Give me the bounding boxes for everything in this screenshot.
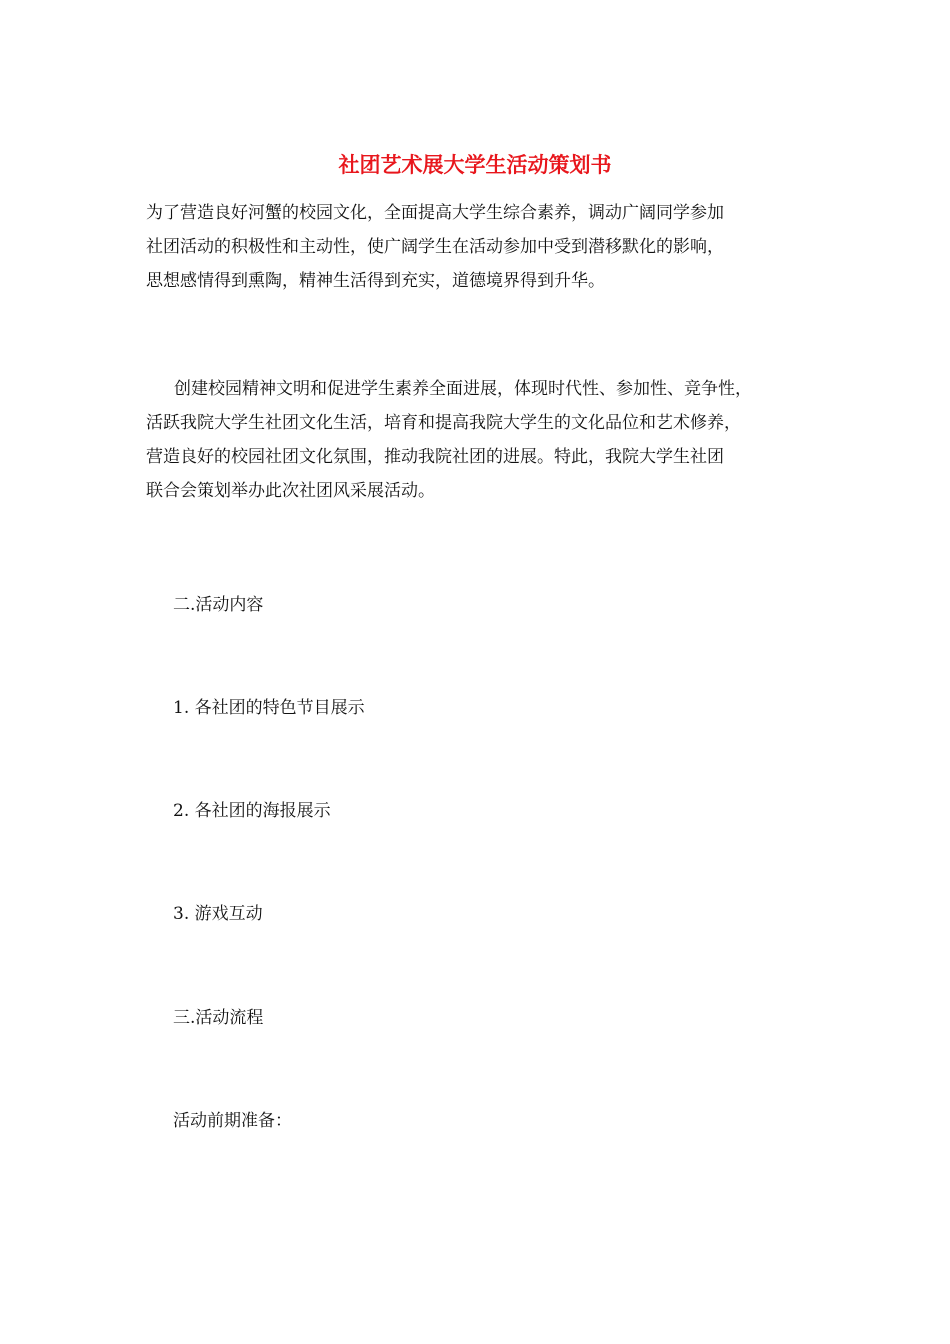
content-item-3: 3. 游戏互动 <box>173 904 263 924</box>
section-3-heading: 三.活动流程 <box>173 1008 264 1028</box>
purpose-line-3: 营造良好的校园社团文化氛围，推动我院社团的进展。特此，我院大学生社团 <box>146 447 724 467</box>
intro-line-1: 为了营造良好河蟹的校园文化，全面提高大学生综合素养，调动广阔同学参加 <box>146 203 724 223</box>
intro-paragraph <box>146 196 836 298</box>
document-title: 社团艺术展大学生活动策划书 <box>338 152 612 177</box>
content-item-2: 2. 各社团的海报展示 <box>173 801 331 821</box>
purpose-line-2: 活跃我院大学生社团文化生活，培育和提高我院大学生的文化品位和艺术修养， <box>146 413 741 433</box>
purpose-paragraph <box>146 372 836 508</box>
intro-line-3: 思想感情得到熏陶，精神生活得到充实，道德境界得到升华。 <box>146 271 605 291</box>
content-item-1: 1. 各社团的特色节目展示 <box>173 698 365 718</box>
purpose-line-4: 联合会策划举办此次社团风采展活动。 <box>146 481 435 501</box>
section-2-heading: 二.活动内容 <box>173 595 264 615</box>
purpose-line-1: 创建校园精神文明和促进学生素养全面进展，体现时代性、参加性、竞争性， <box>174 379 752 399</box>
intro-line-2: 社团活动的积极性和主动性，使广阔学生在活动参加中受到潜移默化的影响， <box>146 237 724 257</box>
prep-heading: 活动前期准备： <box>173 1111 292 1131</box>
